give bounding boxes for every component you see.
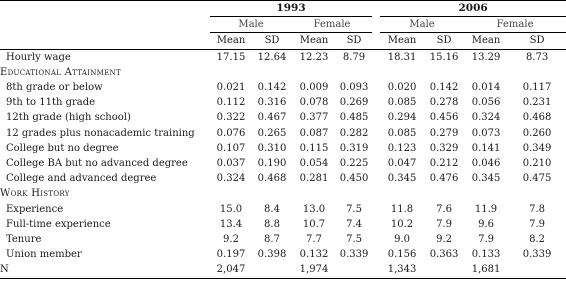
- table-cell: 0.322: [216, 112, 246, 124]
- observations-label: N: [0, 262, 210, 278]
- table-row: [0, 262, 566, 278]
- table-cell: 0.076: [216, 127, 246, 139]
- row-label: Experience: [6, 203, 64, 215]
- table-cell: 10.7: [302, 218, 326, 230]
- table-cell: 1,343: [380, 262, 424, 278]
- table-cell: 0.319: [339, 142, 369, 154]
- table-cell: 0.020: [387, 82, 417, 94]
- table-cell: [336, 262, 372, 278]
- table-cell: 0.310: [257, 142, 287, 154]
- table-cell: 0.132: [299, 249, 329, 261]
- table-row: [0, 247, 566, 262]
- table-cell: 0.078: [299, 97, 329, 109]
- table-cell: 0.225: [339, 158, 369, 170]
- table-cell: 0.115: [299, 142, 329, 154]
- table-cell: [508, 262, 566, 278]
- table-cell: 0.468: [522, 112, 552, 124]
- table-cell: 7.6: [436, 203, 452, 215]
- table-cell: 0.093: [339, 82, 369, 94]
- table-cell: 7.5: [346, 234, 362, 246]
- table-cell: 15.16: [429, 51, 459, 63]
- table-cell: 0.260: [522, 127, 552, 139]
- table-cell: 0.009: [299, 82, 329, 94]
- table-cell: 0.468: [257, 173, 287, 185]
- table-cell: 11.9: [474, 203, 498, 215]
- table-cell: 0.485: [339, 112, 369, 124]
- table-row: [0, 217, 566, 232]
- table-cell: 0.476: [429, 173, 459, 185]
- row-label: Tenure: [6, 234, 42, 246]
- table-cell: 0.197: [216, 249, 246, 261]
- table-cell: 0.142: [429, 82, 459, 94]
- table-cell: 7.8: [529, 203, 546, 215]
- table-row: [0, 232, 566, 247]
- table-cell: 15.0: [219, 203, 243, 215]
- table-cell: 0.142: [257, 82, 287, 94]
- table-cell: 8.4: [264, 203, 280, 215]
- table-cell: 13.4: [219, 218, 243, 230]
- row-label: 12th grade (high school): [6, 112, 131, 124]
- table-cell: 8.8: [264, 218, 280, 230]
- table-cell: 0.456: [429, 112, 459, 124]
- table-row: [0, 141, 566, 156]
- row-label: Union member: [6, 249, 82, 261]
- table-cell: 0.450: [339, 173, 369, 185]
- table-cell: 11.8: [390, 203, 414, 215]
- table-cell: 0.467: [257, 112, 287, 124]
- table-cell: 7.7: [306, 234, 322, 246]
- table-row: [0, 80, 566, 95]
- table-cell: 0.133: [471, 249, 501, 261]
- table-cell: 2,047: [210, 262, 252, 278]
- table-row: [0, 171, 566, 186]
- table-cell: 8.73: [525, 51, 549, 63]
- section-header-row: [0, 186, 566, 201]
- table-cell: 0.212: [429, 158, 459, 170]
- table-cell: 1,681: [464, 262, 508, 278]
- table-cell: 0.279: [429, 127, 459, 139]
- table-cell: 0.046: [471, 158, 501, 170]
- stat-header: SD: [508, 33, 566, 49]
- table-row: [0, 156, 566, 171]
- stat-header: SD: [424, 33, 464, 49]
- table-cell: 0.324: [216, 173, 246, 185]
- row-label: College and advanced degree: [6, 173, 157, 185]
- table-cell: 0.345: [387, 173, 417, 185]
- stat-header: Mean: [464, 33, 508, 49]
- row-label: Hourly wage: [6, 51, 71, 63]
- row-label: College BA but no advanced degree: [6, 158, 188, 170]
- table-cell: 0.278: [429, 97, 459, 109]
- table-cell: 9.0: [394, 234, 410, 246]
- table-cell: 0.324: [471, 112, 501, 124]
- table-row: [0, 110, 566, 125]
- table-cell: 0.123: [387, 142, 417, 154]
- table-cell: 0.156: [387, 249, 417, 261]
- table-cell: 0.377: [299, 112, 329, 124]
- table-cell: 17.15: [216, 51, 246, 63]
- table-cell: 12.23: [299, 51, 329, 63]
- sex-header: Female: [464, 17, 566, 33]
- table-cell: 7.5: [346, 203, 362, 215]
- table-cell: 13.29: [471, 51, 501, 63]
- row-label: Full-time experience: [6, 218, 111, 230]
- table-cell: 0.345: [471, 173, 501, 185]
- table-row: [0, 126, 566, 141]
- table-cell: 0.475: [522, 173, 552, 185]
- table-cell: 0.339: [339, 249, 369, 261]
- table-cell: 0.329: [429, 142, 459, 154]
- table-cell: 0.085: [387, 97, 417, 109]
- table-cell: 0.085: [387, 127, 417, 139]
- year-header-1993: 1993: [210, 1, 372, 17]
- table-cell: 7.9: [436, 218, 452, 230]
- row-label: 9th to 11th grade: [6, 97, 96, 109]
- table-cell: 0.054: [299, 158, 329, 170]
- table-cell: 10.2: [390, 218, 414, 230]
- section-title: Educational Attainment: [0, 66, 121, 78]
- table-row: [0, 49, 566, 65]
- table-cell: 9.2: [223, 234, 239, 246]
- table-cell: 0.398: [257, 249, 287, 261]
- table-cell: 0.087: [299, 127, 329, 139]
- sex-header: Male: [210, 17, 292, 33]
- row-label: College but no degree: [6, 142, 119, 154]
- table-cell: 0.281: [299, 173, 329, 185]
- table-cell: 0.112: [216, 97, 246, 109]
- table-cell: 0.037: [216, 158, 246, 170]
- table-cell: 8.7: [264, 234, 280, 246]
- table-cell: 0.014: [471, 82, 501, 94]
- table-cell: 12.64: [257, 51, 287, 63]
- table-cell: 0.210: [522, 158, 552, 170]
- table-cell: 0.117: [522, 82, 552, 94]
- table-cell: 1,974: [292, 262, 336, 278]
- sex-header: Male: [380, 17, 464, 33]
- sex-header: Female: [292, 17, 372, 33]
- table-cell: 0.316: [257, 97, 287, 109]
- table-cell: 8.79: [342, 51, 366, 63]
- stat-header: SD: [336, 33, 372, 49]
- row-label: 8th grade or below: [6, 82, 103, 94]
- table-cell: 9.6: [478, 218, 494, 230]
- table-cell: 0.282: [339, 127, 369, 139]
- table-cell: 0.190: [257, 158, 287, 170]
- table-cell: 0.021: [216, 82, 246, 94]
- table-cell: 0.363: [429, 249, 459, 261]
- table-cell: 0.047: [387, 158, 417, 170]
- table-row: [0, 95, 566, 110]
- stat-header: Mean: [292, 33, 336, 49]
- stat-header: SD: [252, 33, 292, 49]
- table-cell: 0.269: [339, 97, 369, 109]
- table-cell: 13.0: [302, 203, 326, 215]
- table-cell: 0.056: [471, 97, 501, 109]
- table-cell: 0.265: [257, 127, 287, 139]
- table-cell: 18.31: [387, 51, 417, 63]
- table-cell: 0.231: [522, 97, 552, 109]
- table-cell: 0.141: [471, 142, 501, 154]
- stat-header: Mean: [210, 33, 252, 49]
- table-cell: 8.2: [529, 234, 546, 246]
- table-row: [0, 202, 566, 217]
- table-cell: 7.4: [346, 218, 362, 230]
- section-header-row: [0, 65, 566, 80]
- table-cell: 7.9: [529, 218, 546, 230]
- stat-header: Mean: [380, 33, 424, 49]
- section-title: Work History: [0, 188, 70, 200]
- table-cell: 0.339: [522, 249, 552, 261]
- table-cell: 0.107: [216, 142, 246, 154]
- table-cell: 0.073: [471, 127, 501, 139]
- table-cell: 0.294: [387, 112, 417, 124]
- row-label: 12 grades plus nonacademic training: [6, 127, 195, 139]
- year-header-2006: 2006: [380, 1, 566, 17]
- table-cell: 9.2: [436, 234, 452, 246]
- table-cell: 7.9: [478, 234, 494, 246]
- table-cell: [424, 262, 464, 278]
- table-cell: 0.349: [522, 142, 552, 154]
- table-cell: [252, 262, 292, 278]
